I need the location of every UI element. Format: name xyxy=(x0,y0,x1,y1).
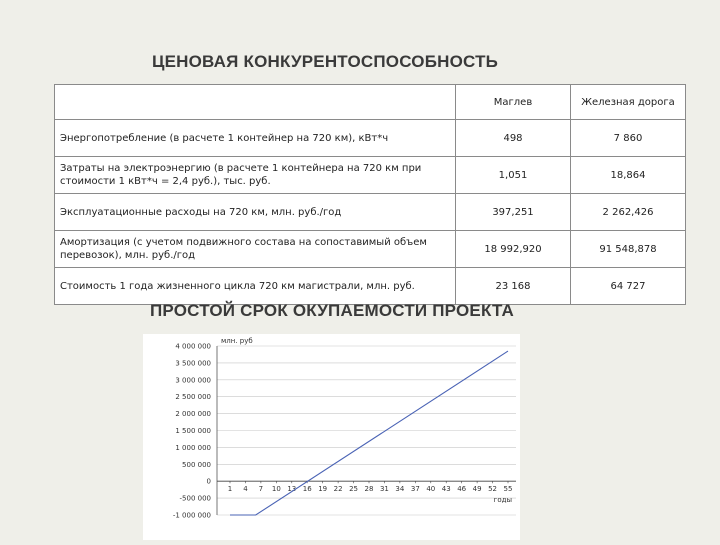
y-tick-label: 2 500 000 xyxy=(175,393,211,402)
table-row xyxy=(55,120,686,157)
y-tick-label: 3 500 000 xyxy=(175,359,211,368)
row-label: Амортизация (с учетом подвижного состава на сопоставимый объем перевозок), млн. руб./год xyxy=(55,231,456,268)
y-tick-label: -1 000 000 xyxy=(172,511,211,520)
maglev-value: 23 168 xyxy=(456,268,571,305)
row-label: Стоимость 1 года жизненного цикла 720 км магистрали, млн. руб. xyxy=(55,268,456,305)
y-tick-label: 1 500 000 xyxy=(175,427,211,435)
table-row xyxy=(55,231,686,268)
y-tick-label: 2 000 000 xyxy=(175,410,211,419)
x-tick-label: 22 xyxy=(333,485,343,494)
rail-value: 18,864 xyxy=(571,157,686,194)
x-tick-label: 1 xyxy=(227,485,233,494)
y-tick-label: 4 000 000 xyxy=(175,342,211,351)
table-row xyxy=(55,157,686,194)
x-tick-label: 31 xyxy=(379,485,389,494)
x-tick-label: 46 xyxy=(457,485,467,494)
y-tick-label: 0 xyxy=(206,477,211,486)
x-tick-label: 49 xyxy=(472,485,482,494)
x-tick-label: 55 xyxy=(503,485,513,494)
rail-value: 91 548,878 xyxy=(571,231,686,268)
maglev-value: 18 992,920 xyxy=(456,231,571,268)
table-header-row xyxy=(55,85,686,120)
x-tick-label: 25 xyxy=(349,485,359,494)
maglev-value: 498 xyxy=(456,120,571,157)
price-competitiveness-title: ЦЕНОВАЯ КОНКУРЕНТОСПОСОБНОСТЬ xyxy=(152,52,499,71)
rail-value: 7 860 xyxy=(571,120,686,157)
maglev-value: 397,251 xyxy=(456,194,571,231)
header-railway: Железная дорога xyxy=(571,85,686,120)
x-tick-label: 19 xyxy=(318,485,328,494)
payback-title: ПРОСТОЙ СРОК ОКУПАЕМОСТИ ПРОЕКТА xyxy=(150,301,514,320)
x-tick-label: 28 xyxy=(364,485,374,494)
y-tick-label: 1 000 000 xyxy=(175,443,211,452)
table-row xyxy=(55,268,686,305)
x-tick-label: 13 xyxy=(287,485,297,494)
x-tick-label: 34 xyxy=(395,485,405,494)
row-label: Эксплуатационные расходы на 720 км, млн. руб./год xyxy=(55,194,456,231)
x-tick-label: 52 xyxy=(488,485,498,494)
row-label: Энергопотребление (в расчете 1 контейнер на 720 км), кВт*ч xyxy=(55,120,456,157)
x-axis-label: годы xyxy=(493,496,512,505)
x-tick-label: 43 xyxy=(441,485,451,494)
header-empty-cell xyxy=(55,85,456,120)
row-label: Затраты на электроэнергию (в расчете 1 контейнера на 720 км при стоимости 1 кВт*ч = 2,4 руб.), тыс. руб. xyxy=(55,157,456,194)
payback-chart-svg xyxy=(143,334,520,540)
comparison-table xyxy=(54,84,686,305)
y-tick-label: 500 000 xyxy=(182,460,211,469)
maglev-value: 1,051 xyxy=(456,157,571,194)
table-row xyxy=(55,194,686,231)
y-axis-label: млн. руб xyxy=(221,337,253,345)
x-tick-label: 10 xyxy=(271,485,281,494)
y-tick-label: -500 000 xyxy=(179,494,211,503)
x-tick-label: 37 xyxy=(410,485,420,494)
x-tick-label: 7 xyxy=(258,485,264,494)
x-tick-label: 16 xyxy=(302,485,312,494)
header-maglev: Маглев xyxy=(456,85,571,120)
x-tick-label: 40 xyxy=(426,485,436,494)
x-tick-label: 4 xyxy=(243,485,248,494)
y-tick-label: 3 000 000 xyxy=(175,376,211,385)
payback-chart xyxy=(143,334,520,540)
rail-value: 64 727 xyxy=(571,268,686,305)
rail-value: 2 262,426 xyxy=(571,194,686,231)
